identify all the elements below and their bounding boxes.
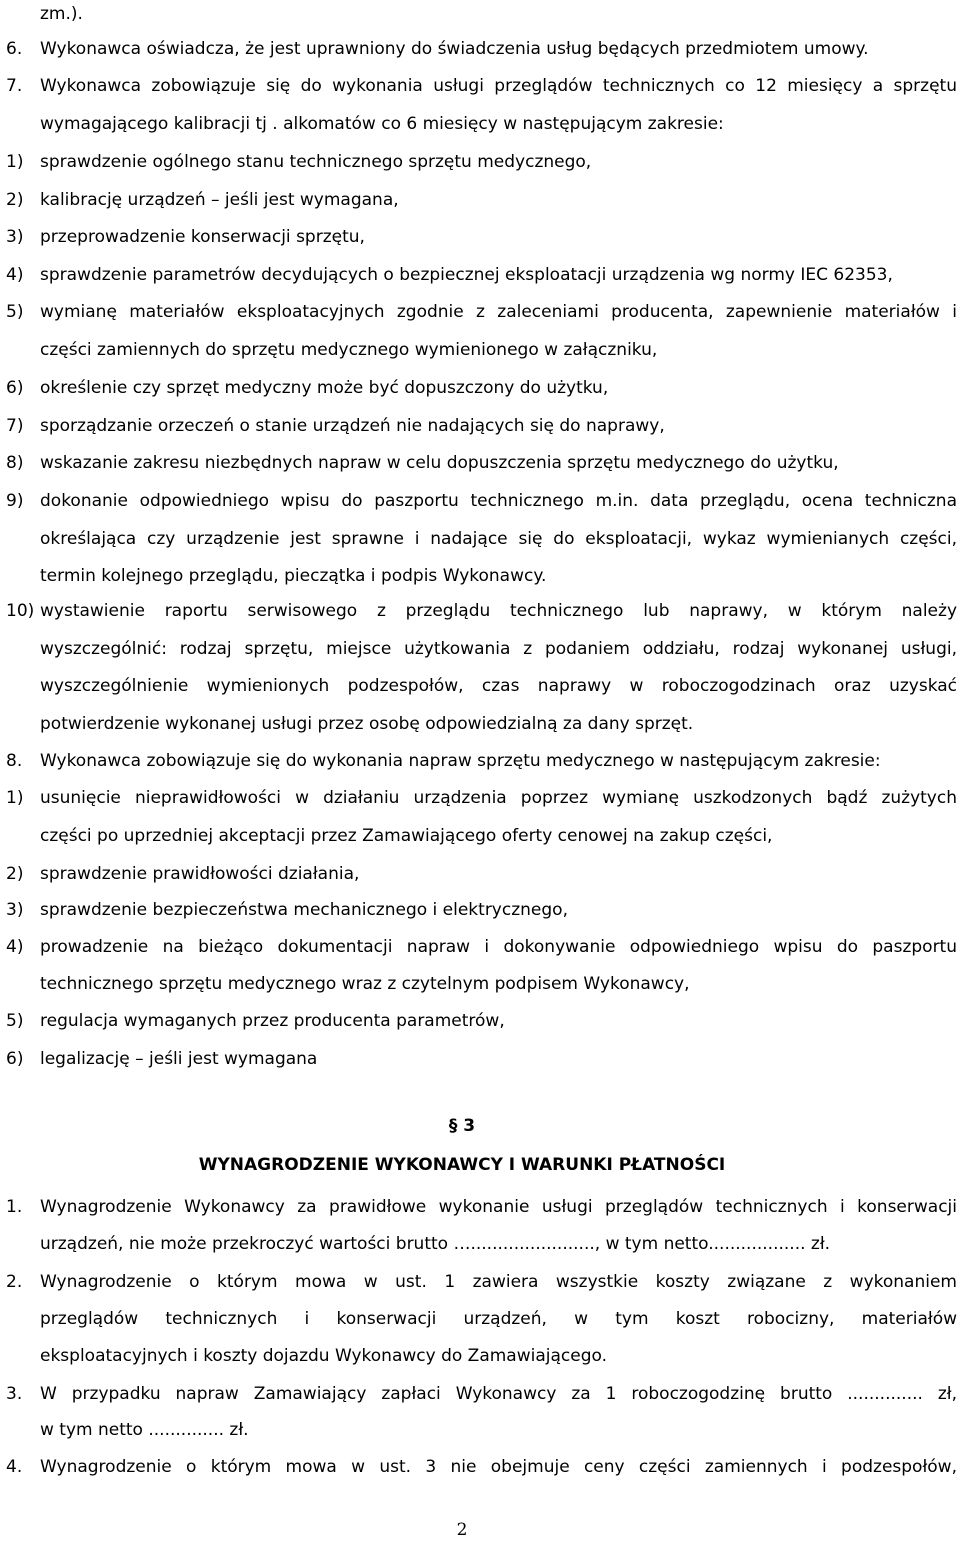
list-number: 3) (6, 227, 24, 247)
line-text: wymianę materiałów eksploatacyjnych zgodnie z zaleceniami producenta, zapewnienie materiałów i (40, 302, 957, 322)
line-text: sprawdzenie prawidłowości działania, (40, 864, 360, 884)
line-text: sprawdzenie ogólnego stanu technicznego sprzętu medycznego, (40, 152, 592, 172)
section-symbol: § 3 (448, 1116, 476, 1136)
list-number: 8. (6, 751, 23, 771)
line-text: Wynagrodzenie o którym mowa w ust. 1 zawiera wszystkie koszty związane z wykonaniem (40, 1272, 957, 1292)
section-title: WYNAGRODZENIE WYKONAWCY I WARUNKI PŁATNOŚCI (198, 1155, 726, 1175)
line-text: dokonanie odpowiedniego wpisu do paszportu technicznego m.in. data przeglądu, ocena techniczna (40, 491, 957, 511)
list-number: 7) (6, 416, 24, 436)
list-number: 10) (6, 601, 35, 621)
line-text: w tym netto .............. zł. (40, 1420, 249, 1440)
line-text: określenie czy sprzęt medyczny może być dopuszczony do użytku, (40, 378, 609, 398)
line-text: Wynagrodzenie o którym mowa w ust. 3 nie obejmuje ceny części zamiennych i podzespołów, (40, 1457, 957, 1477)
list-number: 7. (6, 76, 23, 96)
list-number: 1. (6, 1197, 23, 1217)
line-text: przeglądów technicznych i konserwacji urządzeń, w tym koszt robocizny, materiałów (40, 1309, 957, 1329)
line-text: Wykonawca oświadcza, że jest uprawniony do świadczenia usług będących przedmiotem umowy. (40, 39, 869, 59)
line-text: przeprowadzenie konserwacji sprzętu, (40, 227, 365, 247)
line-text: Wynagrodzenie Wykonawcy za prawidłowe wykonanie usługi przeglądów technicznych i konserwacji (40, 1197, 957, 1217)
list-number: 6) (6, 1049, 24, 1069)
list-number: 5) (6, 302, 24, 322)
list-number: 2. (6, 1272, 23, 1292)
line-text: wystawienie raportu serwisowego z przeglądu technicznego lub naprawy, w którym należy (40, 601, 957, 621)
line-text: wyszczególnić: rodzaj sprzętu, miejsce użytkowania z podaniem oddziału, rodzaj wykonanej usługi, (40, 639, 957, 659)
line-text: technicznego sprzętu medycznego wraz z czytelnym podpisem Wykonawcy, (40, 974, 690, 994)
line-text: termin kolejnego przeglądu, pieczątka i podpis Wykonawcy. (40, 566, 547, 586)
line-text: Wykonawca zobowiązuje się do wykonania napraw sprzętu medycznego w następującym zakresie: (40, 751, 881, 771)
line-text: sprawdzenie parametrów decydujących o bezpiecznej eksploatacji urządzenia wg normy IEC 62353, (40, 265, 893, 285)
list-number: 4) (6, 937, 24, 957)
line-text: Wykonawca zobowiązuje się do wykonania usługi przeglądów technicznych co 12 miesięcy a sprzętu (40, 76, 957, 96)
line-text: sporządzanie orzeczeń o stanie urządzeń nie nadających się do naprawy, (40, 416, 665, 436)
line-text: W przypadku napraw Zamawiający zapłaci Wykonawcy za 1 roboczogodzinę brutto .............. zł, (40, 1384, 957, 1404)
line-text: legalizację – jeśli jest wymagana (40, 1049, 318, 1069)
line-text: części po uprzedniej akceptacji przez Zamawiającego oferty cenowej na zakup części, (40, 826, 773, 846)
list-number: 3. (6, 1384, 23, 1404)
list-number: 6. (6, 39, 23, 59)
line-text: określająca czy urządzenie jest sprawne i nadające się do eksploatacji, wykaz wymienianych części, (40, 529, 957, 549)
line-text: usunięcie nieprawidłowości w działaniu urządzenia poprzez wymianę uszkodzonych bądź zużytych (40, 788, 957, 808)
list-number: 6) (6, 378, 24, 398)
line-text: wskazanie zakresu niezbędnych napraw w celu dopuszczenia sprzętu medycznego do użytku, (40, 453, 839, 473)
line-text: wyszczególnienie wymienionych podzespołów, czas naprawy w roboczogodzinach oraz uzyskać (40, 676, 957, 696)
line-text: sprawdzenie bezpieczeństwa mechanicznego i elektrycznego, (40, 900, 568, 920)
list-number: 4) (6, 265, 24, 285)
line-text: prowadzenie na bieżąco dokumentacji napraw i dokonywanie odpowiedniego wpisu do paszportu (40, 937, 957, 957)
line-text: eksploatacyjnych i koszty dojazdu Wykonawcy do Zamawiającego. (40, 1346, 608, 1366)
list-number: 4. (6, 1457, 23, 1477)
page-number: 2 (456, 1520, 468, 1540)
list-number: 9) (6, 491, 24, 511)
line-text: potwierdzenie wykonanej usługi przez osobę odpowiedzialną za dany sprzęt. (40, 714, 694, 734)
line-text: zm.). (40, 4, 83, 24)
list-number: 1) (6, 152, 24, 172)
line-text: części zamiennych do sprzętu medycznego wymienionego w załączniku, (40, 340, 658, 360)
line-text: urządzeń, nie może przekroczyć wartości brutto …......................., w tym netto.................. zł. (40, 1234, 831, 1254)
list-number: 2) (6, 190, 24, 210)
list-number: 2) (6, 864, 24, 884)
line-text: kalibrację urządzeń – jeśli jest wymagana, (40, 190, 399, 210)
list-number: 8) (6, 453, 24, 473)
list-number: 5) (6, 1011, 24, 1031)
line-text: wymagającego kalibracji tj . alkomatów co 6 miesięcy w następującym zakresie: (40, 114, 724, 134)
line-text: regulacja wymaganych przez producenta parametrów, (40, 1011, 505, 1031)
list-number: 3) (6, 900, 24, 920)
list-number: 1) (6, 788, 24, 808)
